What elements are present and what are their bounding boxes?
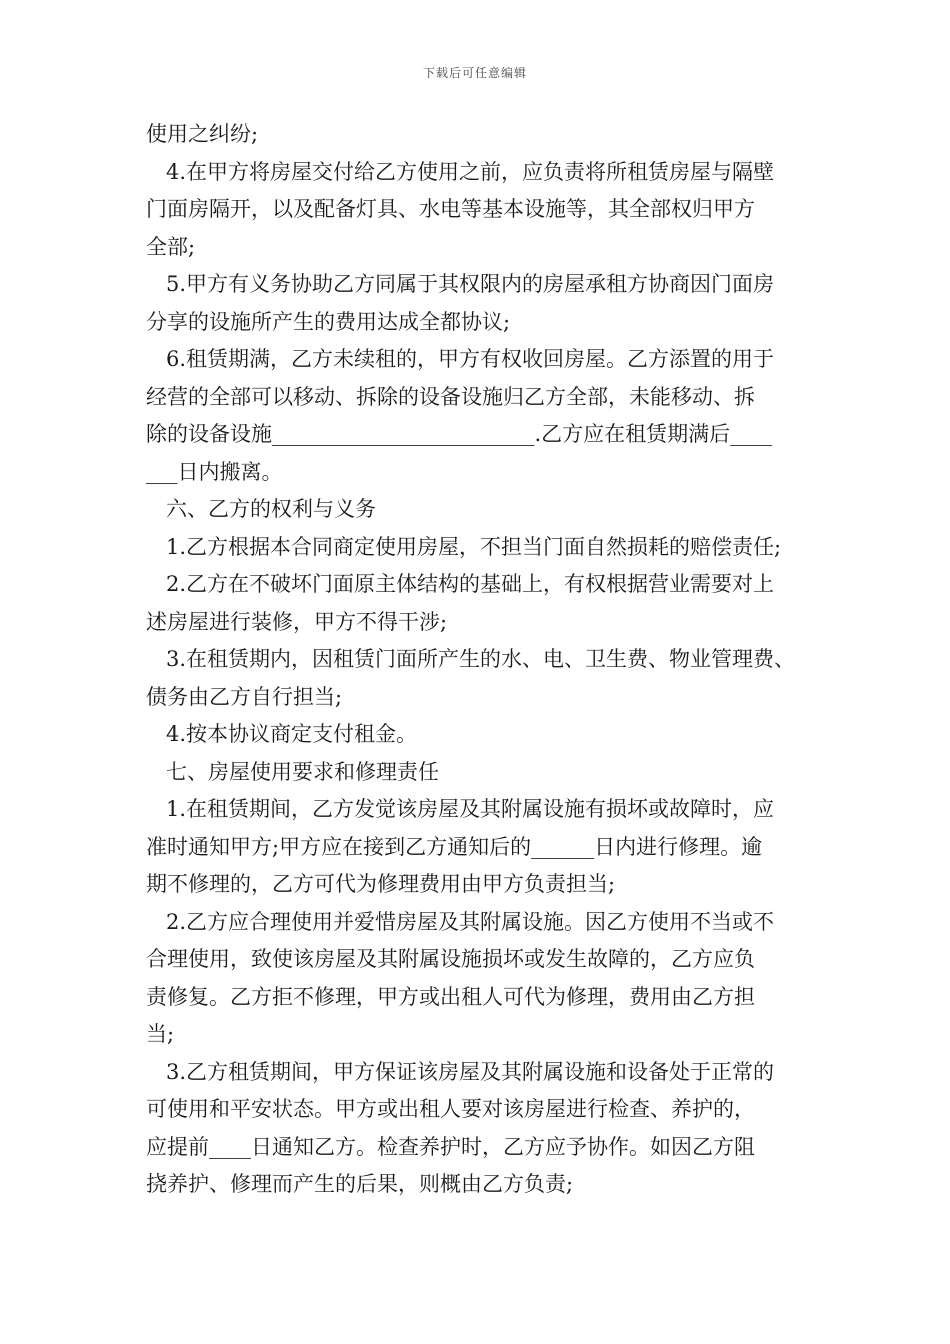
- text-line: 七、房屋使用要求和修理责任: [166, 759, 439, 784]
- text-line: 期不修理的，乙方可代为修理费用由甲方负责担当;: [146, 872, 616, 896]
- text-line: 六、乙方的权利与义务: [166, 497, 376, 521]
- text-line: 4.在甲方将房屋交付给乙方使用之前，应负责将所租赁房屋与隔壁: [166, 159, 775, 184]
- text-line: 述房屋进行装修，甲方不得干涉;: [146, 609, 448, 634]
- text-line: 3.在租赁期内，因租赁门面所产生的水、电、卫生费、物业管理费、: [166, 647, 796, 671]
- text-line: 挠养护、修理而产生的后果，则概由乙方负责;: [146, 1172, 574, 1196]
- document-body: [146, 116, 810, 1204]
- text-line: 分享的设施所产生的费用达成全都协议;: [146, 309, 511, 334]
- text-line: 合理使用，致使该房屋及其附属设施损坏或发生故障的，乙方应负: [146, 947, 755, 971]
- text-line: 门面房隔开，以及配备灯具、水电等基本设施等，其全部权归甲方: [146, 197, 755, 221]
- page-header-note: 下载后可任意编辑: [422, 66, 527, 80]
- text-line: 应提前____日通知乙方。检查养护时，乙方应予协作。如因乙方阻: [146, 1134, 755, 1159]
- text-line: ___日内搬离。: [146, 459, 283, 484]
- text-line: 2.乙方在不破坏门面原主体结构的基础上，有权根据营业需要对上: [166, 572, 775, 596]
- text-line: 5.甲方有义务协助乙方同属于其权限内的房屋承租方协商因门面房: [166, 272, 775, 296]
- text-line: 使用之纠纷;: [146, 122, 259, 146]
- text-line: 可使用和平安状态。甲方或出租人要对该房屋进行检查、养护的，: [146, 1097, 755, 1121]
- text-line: 债务由乙方自行担当;: [146, 684, 343, 709]
- text-line: 2.乙方应合理使用并爱惜房屋及其附属设施。因乙方使用不当或不: [166, 909, 775, 934]
- text-line: 3.乙方租赁期间，甲方保证该房屋及其附属设施和设备处于正常的: [166, 1059, 775, 1084]
- text-line: 6.租赁期满，乙方未续租的，甲方有权收回房屋。乙方添置的用于: [166, 347, 775, 371]
- text-line: 除的设备设施_________________________.乙方应在租赁期满后____: [146, 422, 773, 446]
- text-line: 当;: [146, 1022, 175, 1046]
- text-line: 全部;: [146, 234, 196, 259]
- text-line: 1.乙方根据本合同商定使用房屋，不担当门面自然损耗的赔偿责任;: [166, 534, 782, 559]
- text-line: 4.按本协议商定支付租金。: [166, 722, 418, 746]
- text-line: 经营的全部可以移动、拆除的设备设施归乙方全部，未能移动、拆: [146, 384, 755, 409]
- text-line: 责修复。乙方拒不修理，甲方或出租人可代为修理，费用由乙方担: [146, 984, 755, 1009]
- text-line: 准时通知甲方;甲方应在接到乙方通知后的______日内进行修理。逾: [146, 834, 763, 859]
- text-line: 1.在租赁期间，乙方发觉该房屋及其附属设施有损坏或故障时，应: [166, 797, 775, 821]
